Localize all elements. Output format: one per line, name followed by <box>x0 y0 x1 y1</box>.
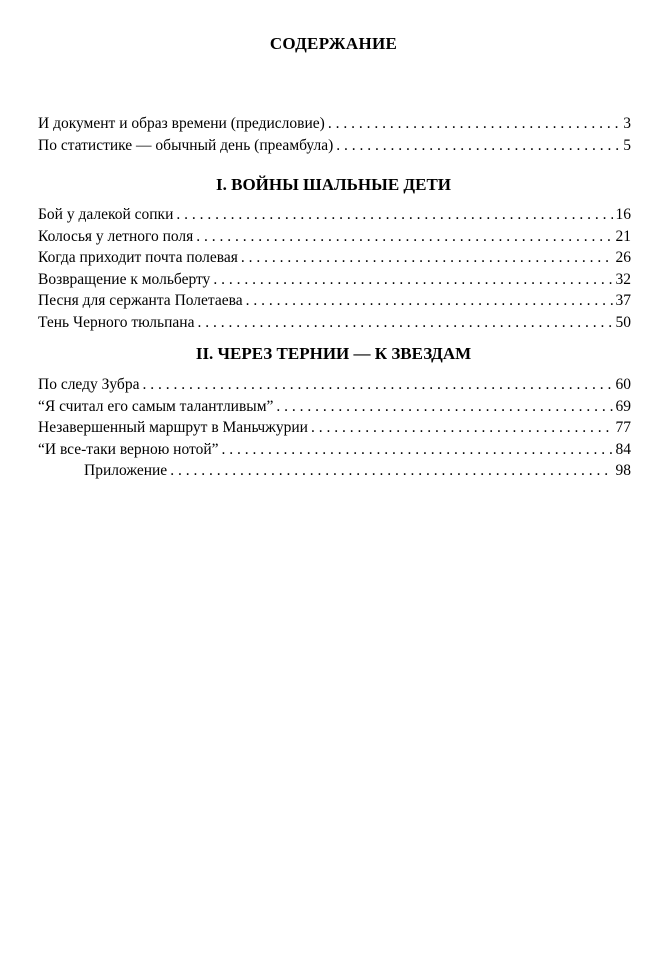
toc-intro-list <box>38 113 631 156</box>
toc-dot-leader <box>336 135 620 157</box>
toc-entry-page: 32 <box>615 270 631 288</box>
toc-entry-label: “Я считал его самым талантливым” <box>38 397 274 415</box>
toc-entry <box>38 290 631 312</box>
toc-entry <box>38 269 631 291</box>
toc-dot-leader <box>276 396 612 418</box>
toc-entry-label: И документ и образ времени (предисловие) <box>38 115 325 132</box>
toc-entry-label: Когда приходит почта полевая <box>38 249 238 266</box>
toc-entry-page: 5 <box>623 136 631 154</box>
toc-entry-page: 37 <box>615 292 631 309</box>
toc-dot-leader <box>311 417 613 439</box>
toc-entry-page: 3 <box>623 115 631 132</box>
toc-dot-leader <box>142 374 612 396</box>
toc-entry-label: По следу Зубра <box>38 376 140 393</box>
toc-entry-page: 98 <box>615 462 631 479</box>
toc-entry-label: По статистике — обычный день (преамбула) <box>38 136 334 154</box>
toc-entry <box>38 396 631 418</box>
toc-dot-leader <box>196 226 612 248</box>
toc-entry <box>38 312 631 334</box>
toc-entry-label: Приложение <box>84 462 168 479</box>
toc-entry <box>38 460 631 482</box>
toc-entry-page: 16 <box>615 206 631 223</box>
toc-dot-leader <box>176 204 612 226</box>
toc-dot-leader <box>241 247 613 269</box>
toc-dot-leader <box>222 439 613 461</box>
toc-entry-page: 50 <box>615 313 631 331</box>
toc-entry <box>38 135 631 157</box>
toc-entry <box>38 204 631 226</box>
toc-section-2-list <box>38 374 631 482</box>
toc-entry-page: 26 <box>615 249 631 266</box>
toc-entry-label: Тень Черного тюльпана <box>38 313 195 331</box>
toc-dot-leader <box>197 312 612 334</box>
toc-entry-page: 60 <box>615 376 631 393</box>
section-heading: II. ЧЕРЕЗ ТЕРНИИ — К ЗВЕЗДАМ <box>195 344 472 363</box>
toc-dot-leader <box>328 113 620 135</box>
toc-entry-label: Незавершенный маршрут в Маньчжурии <box>38 419 308 436</box>
toc-entry-page: 77 <box>615 419 631 436</box>
toc-entry-label: Бой у далекой сопки <box>38 206 174 223</box>
toc-entry-page: 84 <box>615 440 631 458</box>
toc-dot-leader <box>213 269 612 291</box>
page-title: СОДЕРЖАНИЕ <box>269 34 398 53</box>
toc-entry-label: Возвращение к мольберту <box>38 270 211 288</box>
toc-entry <box>38 113 631 135</box>
toc-dot-leader <box>246 290 613 312</box>
toc-entry <box>38 417 631 439</box>
toc-entry-label: Колосья у летного поля <box>38 227 194 245</box>
toc-entry-page: 21 <box>615 227 631 245</box>
toc-section-1-list <box>38 204 631 333</box>
toc-entry <box>38 247 631 269</box>
toc-entry <box>38 374 631 396</box>
toc-dot-leader <box>170 460 612 482</box>
toc-entry <box>38 439 631 461</box>
toc-entry-label: “И все-таки верною нотой” <box>38 440 219 458</box>
section-heading: I. ВОЙНЫ ШАЛЬНЫЕ ДЕТИ <box>215 175 452 194</box>
toc-entry <box>38 226 631 248</box>
toc-entry-label: Песня для сержанта Полетаева <box>38 292 243 309</box>
toc-entry-page: 69 <box>615 397 631 415</box>
